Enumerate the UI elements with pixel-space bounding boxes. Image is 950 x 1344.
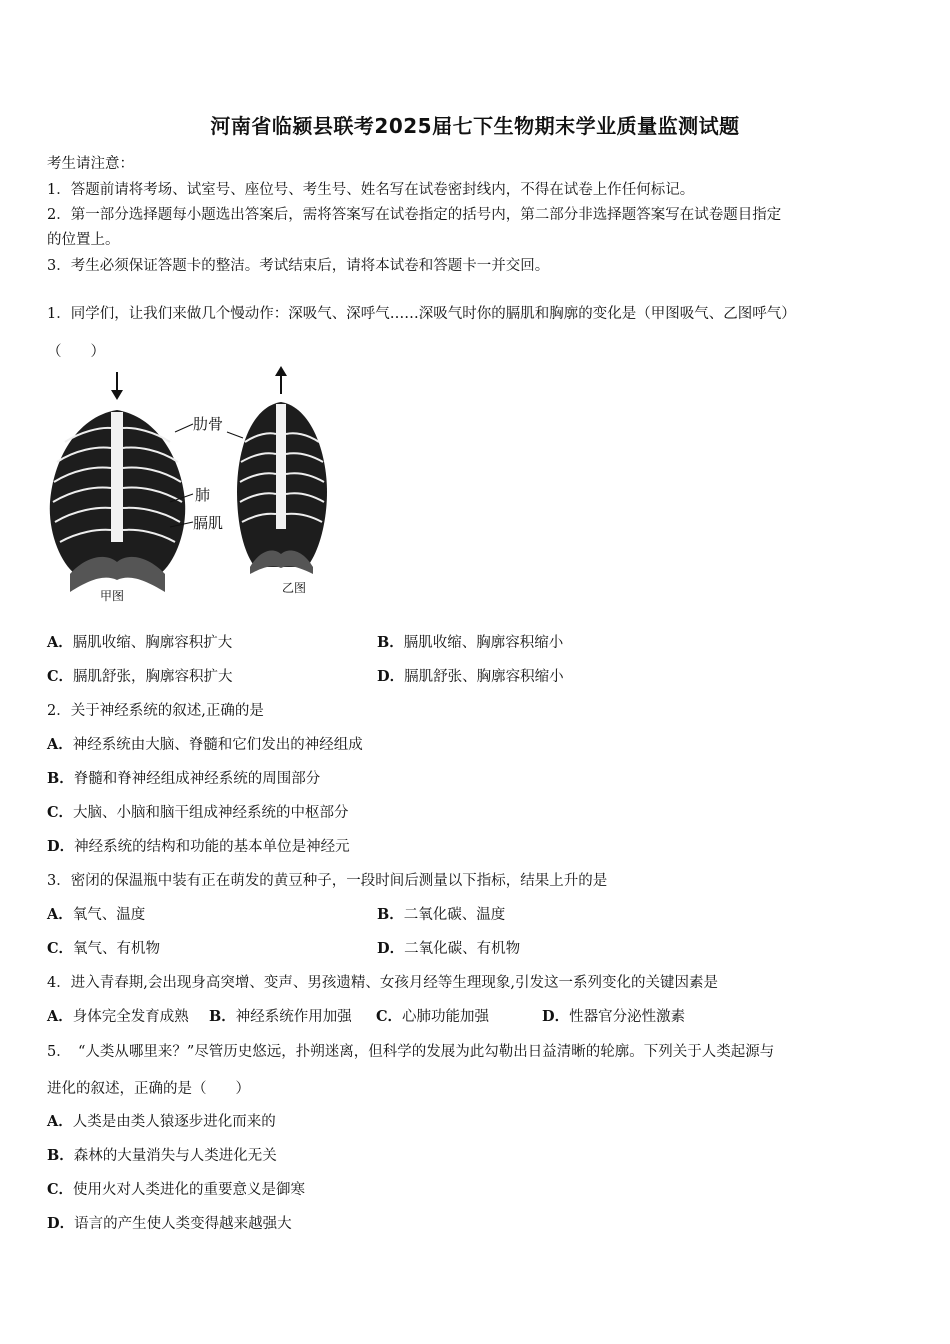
option-text: 神经系统由大脑、脊髓和它们发出的神经组成 bbox=[72, 737, 363, 753]
option-label: B． bbox=[47, 770, 74, 787]
option-label: A． bbox=[47, 906, 73, 923]
option-text: 性器官分泌性激素 bbox=[569, 1009, 686, 1025]
option-label: C． bbox=[47, 668, 74, 685]
q3-option-d[interactable] bbox=[377, 937, 520, 958]
option-text: 使用火对人类进化的重要意义是御寒 bbox=[73, 1182, 306, 1198]
q2-option-c[interactable] bbox=[47, 801, 349, 822]
q2-option-d[interactable] bbox=[47, 835, 350, 856]
arrow-up-icon bbox=[275, 366, 287, 394]
q5-option-c[interactable] bbox=[47, 1178, 305, 1199]
q1-option-d[interactable] bbox=[377, 665, 564, 686]
option-text: 膈肌舒张，胸廓容积扩大 bbox=[73, 669, 233, 685]
option-label: D． bbox=[377, 668, 405, 685]
option-text: 二氧化碳、温度 bbox=[403, 907, 506, 923]
option-label: A． bbox=[47, 1008, 73, 1025]
q1-blank: （ ） bbox=[47, 344, 105, 360]
option-text: 神经系统的结构和功能的基本单位是神经元 bbox=[74, 839, 350, 855]
q1-option-b[interactable] bbox=[377, 631, 563, 652]
q2-stem: 2．关于神经系统的叙述,正确的是 bbox=[47, 703, 264, 719]
option-text: 氧气、温度 bbox=[72, 907, 146, 923]
label-rib: 肋骨 bbox=[193, 415, 224, 433]
option-text: 人类是由类人猿逐步进化而来的 bbox=[72, 1114, 276, 1130]
q5-option-a[interactable] bbox=[47, 1110, 276, 1131]
option-label: C． bbox=[47, 1181, 74, 1198]
q4-option-d[interactable] bbox=[542, 1005, 685, 1026]
q3-stem: 3．密闭的保温瓶中装有正在萌发的黄豆种子，一段时间后测量以下指标，结果上升的是 bbox=[47, 873, 608, 889]
q4-option-c[interactable] bbox=[376, 1005, 489, 1026]
option-text: 身体完全发育成熟 bbox=[72, 1009, 189, 1025]
q2-option-b[interactable] bbox=[47, 767, 320, 788]
ribcage-a bbox=[50, 410, 185, 592]
q4-option-b[interactable] bbox=[209, 1005, 352, 1026]
option-text: 语言的产生使人类变得越来越强大 bbox=[74, 1216, 292, 1232]
label-diaphragm: 膈肌 bbox=[193, 514, 224, 532]
option-label: A． bbox=[47, 1113, 73, 1130]
notice-heading: 考生请注意： bbox=[47, 156, 134, 172]
notice-item-1: 1．答题前请将考场、试室号、座位号、考生号、姓名写在试卷密封线内，不得在试卷上作任何标记。 bbox=[47, 182, 695, 198]
q4-stem: 4．进入青春期,会出现身高突增、变声、男孩遗精、女孩月经等生理现象,引发这一系列变化的关键因素是 bbox=[47, 975, 718, 991]
option-label: A． bbox=[47, 634, 73, 651]
option-text: 膈肌收缩、胸廓容积扩大 bbox=[72, 635, 233, 651]
ribcage-b bbox=[237, 402, 327, 574]
option-text: 膈肌舒张、胸廓容积缩小 bbox=[404, 669, 564, 685]
q3-option-c[interactable] bbox=[47, 937, 160, 958]
ribcage-figure bbox=[45, 362, 345, 612]
option-label: D． bbox=[377, 940, 405, 957]
q3-option-b[interactable] bbox=[377, 903, 505, 924]
notice-item-2: 2．第一部分选择题每小题选出答案后，需将答案写在试卷指定的括号内，第二部分非选择题答案写在试卷题目指定 bbox=[47, 207, 782, 223]
ribcage-illustration bbox=[45, 362, 345, 612]
option-label: C． bbox=[376, 1008, 403, 1025]
option-text: 脊髓和脊神经组成神经系统的周围部分 bbox=[73, 771, 321, 787]
arrow-down-icon bbox=[111, 372, 123, 400]
q1-stem: 1．同学们，让我们来做几个慢动作：深吸气、深呼气……深吸气时你的膈肌和胸廓的变化是（甲图吸气、乙图呼气） bbox=[47, 306, 796, 322]
page-title: 河南省临颍县联考2025届七下生物期末学业质量监测试题 bbox=[210, 114, 740, 138]
option-text: 森林的大量消失与人类进化无关 bbox=[73, 1148, 277, 1164]
option-label: D． bbox=[47, 1215, 75, 1232]
q1-option-c[interactable] bbox=[47, 665, 233, 686]
q3-option-a[interactable] bbox=[47, 903, 145, 924]
option-label: B． bbox=[377, 906, 404, 923]
notice-item-2-cont: 的位置上。 bbox=[47, 232, 120, 248]
caption-a: 甲图 bbox=[100, 589, 125, 603]
q5-option-b[interactable] bbox=[47, 1144, 277, 1165]
q1-option-a[interactable] bbox=[47, 631, 232, 652]
q5-stem-cont: 进化的叙述，正确的是（ ） bbox=[47, 1081, 250, 1097]
option-label: B． bbox=[47, 1147, 74, 1164]
option-text: 氧气、有机物 bbox=[73, 941, 161, 957]
option-label: A． bbox=[47, 736, 73, 753]
option-label: B． bbox=[209, 1008, 236, 1025]
option-text: 二氧化碳、有机物 bbox=[404, 941, 521, 957]
option-label: C． bbox=[47, 940, 74, 957]
option-text: 膈肌收缩、胸廓容积缩小 bbox=[403, 635, 564, 651]
caption-b: 乙图 bbox=[282, 581, 307, 595]
q2-option-a[interactable] bbox=[47, 733, 363, 754]
option-label: D． bbox=[542, 1008, 570, 1025]
notice-item-3: 3．考生必须保证答题卡的整洁。考试结束后，请将本试卷和答题卡一并交回。 bbox=[47, 258, 550, 274]
option-text: 心肺功能加强 bbox=[402, 1009, 490, 1025]
option-label: B． bbox=[377, 634, 404, 651]
option-text: 大脑、小脑和脑干组成神经系统的中枢部分 bbox=[73, 805, 349, 821]
option-text: 神经系统作用加强 bbox=[235, 1009, 352, 1025]
label-lung: 肺 bbox=[195, 486, 211, 504]
q5-stem: 5． “人类从哪里来？”尽管历史悠远，扑朔迷离，但科学的发展为此勾勒出日益清晰的轮廓。下列关于人类起源与 bbox=[47, 1044, 775, 1060]
q5-option-d[interactable] bbox=[47, 1212, 292, 1233]
option-label: C． bbox=[47, 804, 74, 821]
option-label: D． bbox=[47, 838, 75, 855]
q4-option-a[interactable] bbox=[47, 1005, 189, 1026]
